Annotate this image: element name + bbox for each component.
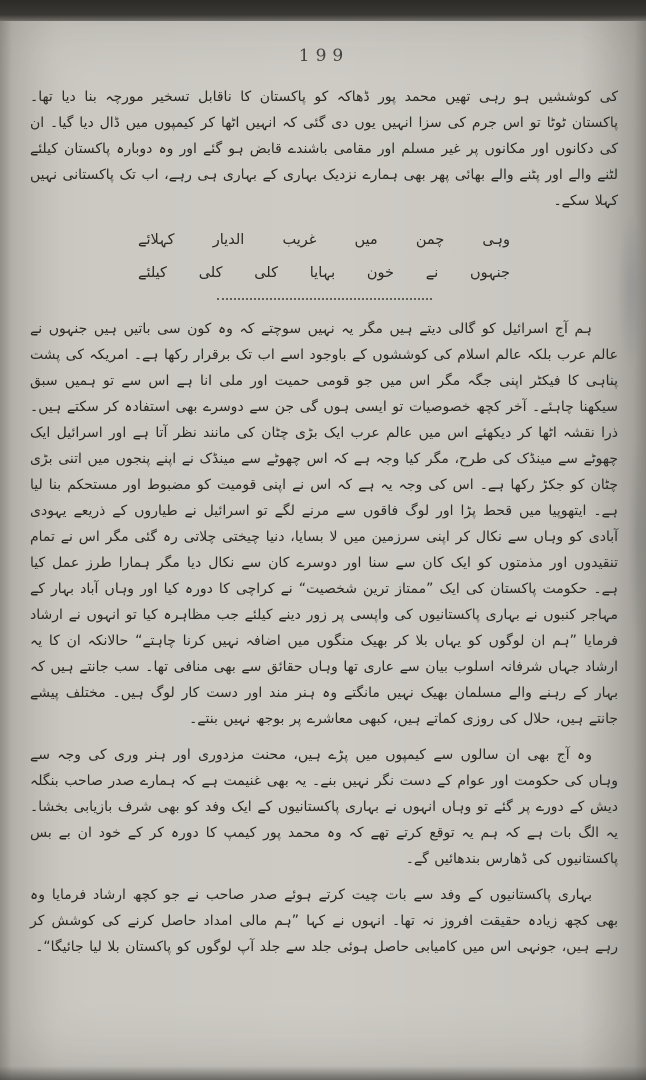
- couplet-word: بہایا: [309, 265, 336, 281]
- couplet-word: جنہوں: [470, 265, 510, 281]
- scan-edge-bottom: [0, 1066, 646, 1080]
- couplet-line-1: [138, 224, 510, 257]
- paragraph: ہم آج اسرائیل کو گالی دیتے ہیں مگر یہ نہیں سوچتے کہ وہ کون سی باتیں ہیں جنہوں نے عالم عرب بلکہ عالم اسلام کی کوششوں کے باوجود اسے اب تک برقرار رکھا ہے۔ امریکہ کی پشت پناہی کا فیکٹر اپنی جگہ مگر اس میں جو قومی حمیت اور ملی انا ہے اس سے تو ہمیں سبق سیکھنا چاہئے۔ آخر کچھ خصوصیات تو ایسی ہوں گی جن سے دوسرے بھی استفادہ کر سکتے ہیں۔ ذرا نقشہ اٹھا کر دیکھئے اس میں عالم عرب ایک بڑی چٹان کی مانند نظر آتا ہے اور اسرائیل ایک چھوٹے سے مینڈک کی طرح، مگر کیا وجہ ہے کہ اس چھوٹے سے مینڈک نے اپنے پنجوں میں اتنی بڑی چٹان کو جکڑ رکھا ہے۔ اس کی وجہ یہ ہے کہ اس نے اپنی قومیت کو مضبوط اور مستحکم بنا لیا ہے۔ ایتھوپیا میں قحط پڑا اور لوگ فاقوں سے مرنے لگے تو اسرائیل نے طیاروں کے ذریعے یہودی آبادی کو وہاں سے نکال کر اپنی سرزمین میں لا بسایا، دنیا چیختی چلاتی رہ گئی مگر اس نے تمام تنقیدوں اور مذمتوں کو ایک کان سے سنا اور دوسرے کان سے نکال دیا مگر ہمارا طرز عمل کیا ہے۔ حکومت پاکستان کی ایک ”ممتاز ترین شخصیت“ نے کراچی کا دورہ کیا اور وہاں آباد بہار کے مہاجر کنبوں نے بہاری پاکستانیوں کی واپسی پر زور دینے کیلئے جب مظاہرہ کیا تو انہوں نے ارشاد فرمایا ”ہم ان لوگوں کو یہاں بلا کر بھیک منگوں میں اضافہ نہیں کرنا چاہتے“ حالانکہ ان کا یہ ارشاد جہاں شرفانہ اسلوب بیان سے عاری تھا وہاں حقائق سے بھی منافی تھا۔ سب جانتے ہیں کہ بہار کے رہنے والے مسلمان بھیک نہیں مانگتے وہ ہنر مند اور دست کار لوگ ہیں۔ مختلف پیشے جانتے ہیں، حلال کی روزی کماتے ہیں، کبھی معاشرے پر بوجھ نہیں بنتے۔: [30, 321, 618, 727]
- page-number: 199: [298, 46, 350, 66]
- paragraph: کی کوششیں ہو رہی تھیں محمد پور ڈھاکہ کو پاکستان کا ناقابل تسخیر مورچہ بنا دیا تھا۔ پاکستان ٹوٹا تو اس جرم کی سزا انہیں یوں دی گئی کہ انہیں اٹھا کر کیمپوں میں ڈال دیا گیا۔ ان کی دکانوں اور مکانوں پر غیر مسلم اور مقامی باشندے قابض ہو گئے اور وہ دوبارہ پاکستان کیلئے لٹنے والے اور پٹنے والے بھائی پھر بھی ہمارے نزدیک بہاری کے بہاری ہی رہے، اب تک پاکستانی نہیں کہلا سکے۔: [30, 89, 618, 209]
- couplet-word: غریب: [282, 232, 317, 248]
- dotted-separator: [217, 298, 432, 300]
- couplet-word: کیلئے: [138, 265, 167, 281]
- couplet-word: نے: [425, 265, 439, 281]
- paragraph: بہاری پاکستانیوں کے وفد سے بات چیت کرتے ہوئے صدر صاحب نے جو کچھ ارشاد فرمایا وہ بھی کچھ زیادہ حقیقت افروز نہ تھا۔ انہوں نے کہا ”ہم مالی امداد حاصل کرنے کی کوشش کر رہے ہیں، جونہی اس میں کامیابی حاصل ہوئی جلد سے جلد آپ لوگوں کو پاکستان بلا لیا جائیگا“۔: [30, 887, 618, 955]
- couplet-word: چمن: [415, 232, 445, 248]
- couplet: [138, 224, 510, 290]
- couplet-word: خون: [366, 265, 394, 281]
- couplet-word: کلی: [198, 265, 223, 281]
- paragraph: وہ آج بھی ان سالوں سے کیمپوں میں پڑے ہیں، محنت مزدوری اور ہنر وری کی وجہ سے وہاں کی حکومت اور عوام کے دست نگر نہیں بنے۔ یہ بھی غنیمت ہے کہ ہمارے صدر صاحب بنگلہ دیش کے دورے پر گئے تو وہاں انہوں نے بہاری پاکستانیوں کے ایک وفد کو بھی شرف بازیابی بخشا۔ یہ الگ بات ہے کہ ہم یہ توقع کرتے تھے کہ وہ محمد پور کیمپ کا دورہ کر کے خود ان بے بس پاکستانیوں کی ڈھارس بندھائیں گے۔: [30, 747, 618, 867]
- couplet-word: وہی: [482, 232, 510, 248]
- couplet-word: الدیار: [212, 232, 245, 248]
- couplet-word: کلی: [254, 265, 279, 281]
- couplet-word: میں: [354, 232, 378, 248]
- couplet-line-2: [138, 257, 510, 290]
- couplet-word: کہلائے: [138, 232, 175, 248]
